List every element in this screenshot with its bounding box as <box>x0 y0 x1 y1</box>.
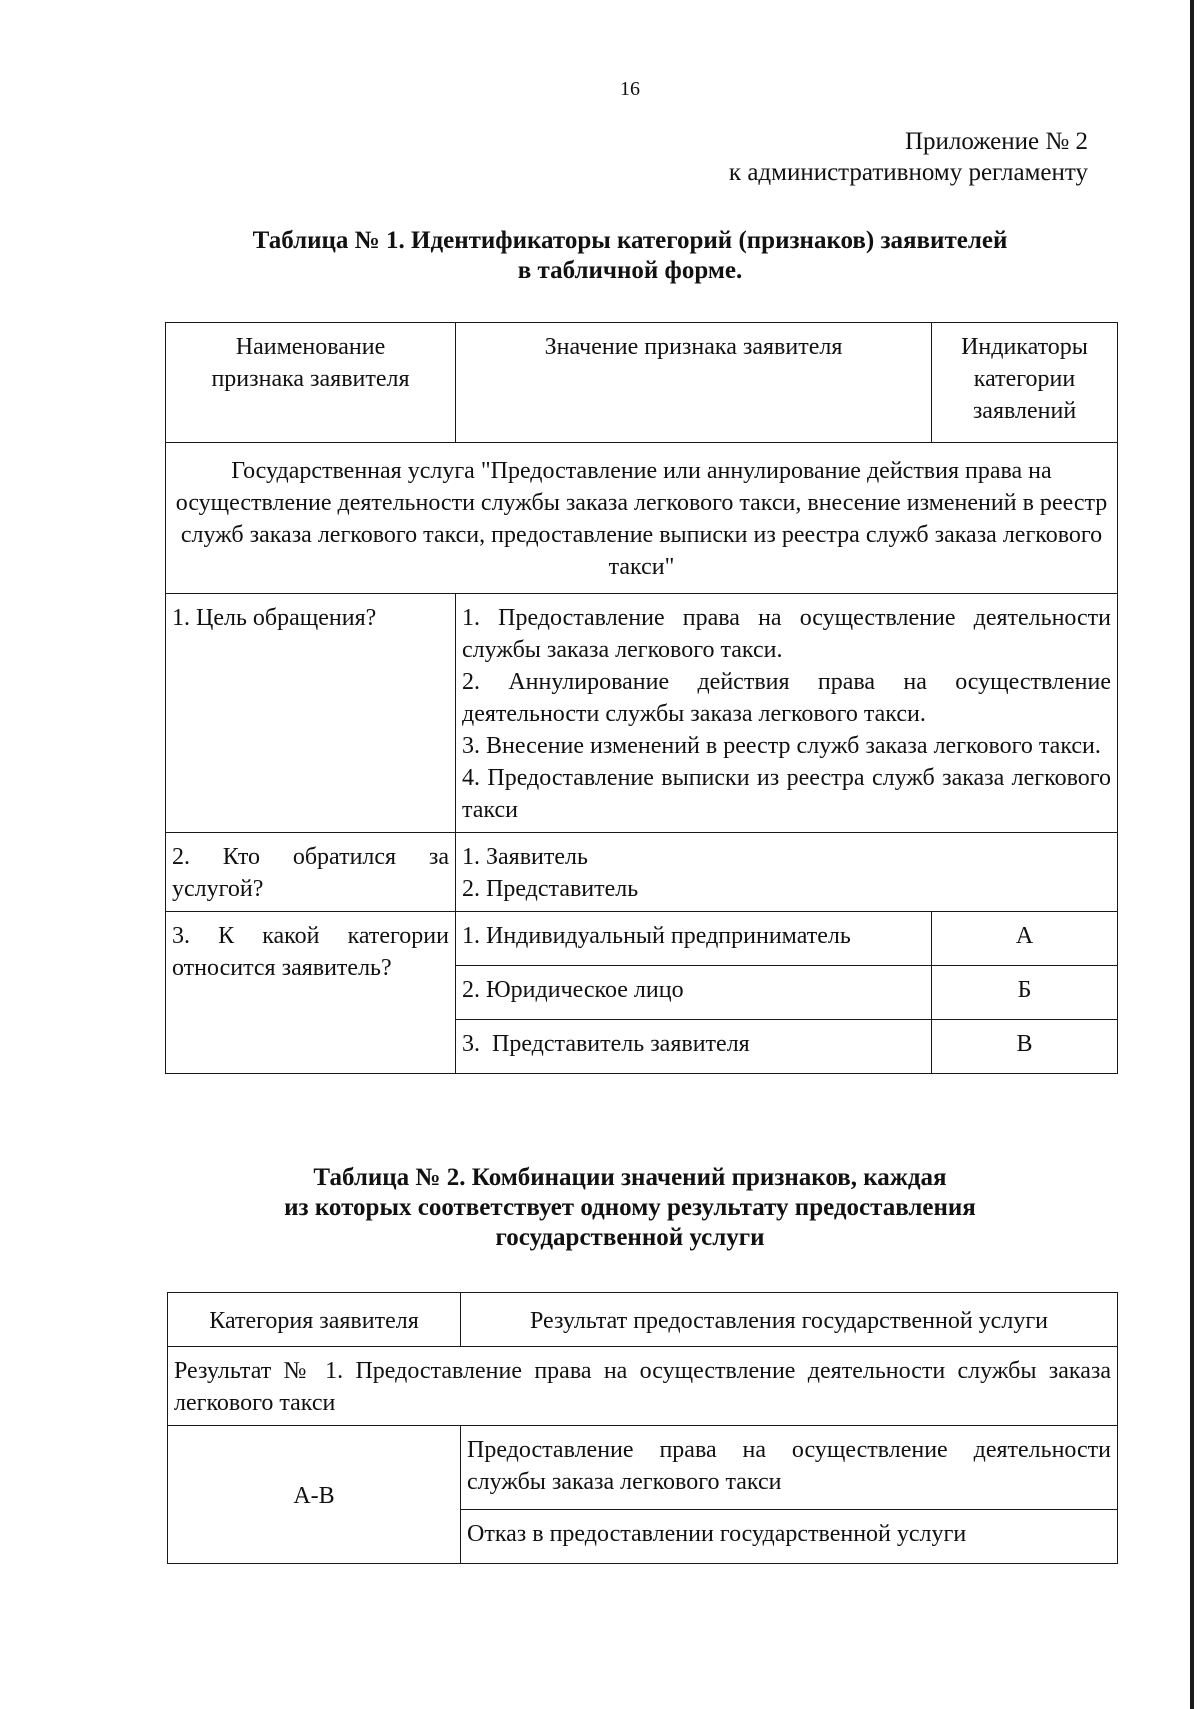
q3-value-1: 1. Индивидуальный предприниматель <box>456 912 932 966</box>
table1-title-line-1: Таблица № 1. Идентификаторы категорий (признаков) заявителей <box>252 227 1008 254</box>
service-name-cell: Государственная услуга "Предоставление или аннулирование действия права на осуществление деятельности службы заказа легкового такси, внесение изменений в реестр служб заказа легкового такси, предоставление выписки из реестра служб заказа легкового такси" <box>166 443 1118 594</box>
q1-option-1: 1. Предоставление права на осуществление деятельности службы заказа легкового такси. <box>462 605 1111 663</box>
q3-value-3: 3. Представитель заявителя <box>456 1020 932 1074</box>
table2-header-result: Результат предоставления государственной услуги <box>461 1293 1118 1347</box>
category-cell: А-В <box>168 1426 461 1564</box>
page-number: 16 <box>620 78 640 100</box>
result1-cell: Результат № 1. Предоставление права на осуществление деятельности службы заказа легкового такси <box>168 1347 1118 1426</box>
table2-title-line-1: Таблица № 2. Комбинации значений признаков, каждая <box>313 1164 947 1191</box>
q1-options <box>456 594 1118 833</box>
q1-question: 1. Цель обращения? <box>166 594 456 833</box>
table1 <box>165 322 1118 1074</box>
table2-result1-row <box>168 1347 1118 1426</box>
appendix-line-1: Приложение № 2 <box>904 128 1088 155</box>
table2-header-row <box>168 1293 1118 1347</box>
table1-title <box>150 226 1110 286</box>
page-edge-border <box>1190 0 1194 1709</box>
q2-question: 2. Кто обратился за услугой? <box>166 833 456 912</box>
q2-option-1: 1. Заявитель <box>462 844 588 870</box>
q2-options <box>456 833 1118 912</box>
q3-value-2: 2. Юридическое лицо <box>456 966 932 1020</box>
table1-title-line-2: в табличной форме. <box>517 257 743 284</box>
table2-outcome-row-1 <box>168 1426 1118 1510</box>
q3-question: 3. К какой категории относится заявитель? <box>166 912 456 1074</box>
q1-option-2: 2. Аннулирование действия права на осуществление деятельности службы заказа легкового такси. <box>462 669 1111 727</box>
table2 <box>167 1292 1118 1564</box>
table1-header-name: Наименование признака заявителя <box>166 323 456 443</box>
table1-service-row <box>166 443 1118 594</box>
q3-indicator-3: В <box>932 1020 1118 1074</box>
q1-option-4: 4. Предоставление выписки из реестра служб заказа легкового такси <box>462 765 1111 823</box>
q1-option-3: 3. Внесение изменений в реестр служб заказа легкового такси. <box>462 733 1101 759</box>
appendix-header <box>729 126 1088 188</box>
table1-q1-row <box>166 594 1118 833</box>
table1-header-indicators: Индикаторы категории заявлений <box>932 323 1118 443</box>
table1-header-value: Значение признака заявителя <box>456 323 932 443</box>
table1-q3-row-1 <box>166 912 1118 966</box>
table2-title-line-3: государственной услуги <box>495 1224 765 1251</box>
table2-title <box>150 1163 1110 1253</box>
q3-indicator-2: Б <box>932 966 1118 1020</box>
appendix-line-2: к административному регламенту <box>728 159 1088 186</box>
table2-header-category: Категория заявителя <box>168 1293 461 1347</box>
table1-header-row <box>166 323 1118 443</box>
q3-indicator-1: А <box>932 912 1118 966</box>
outcome-1: Предоставление права на осуществление деятельности службы заказа легкового такси <box>461 1426 1118 1510</box>
q2-option-2: 2. Представитель <box>462 876 639 902</box>
outcome-2: Отказ в предоставлении государственной услуги <box>461 1510 1118 1564</box>
table2-title-line-2: из которых соответствует одному результату предоставления <box>284 1194 976 1221</box>
table1-q2-row <box>166 833 1118 912</box>
